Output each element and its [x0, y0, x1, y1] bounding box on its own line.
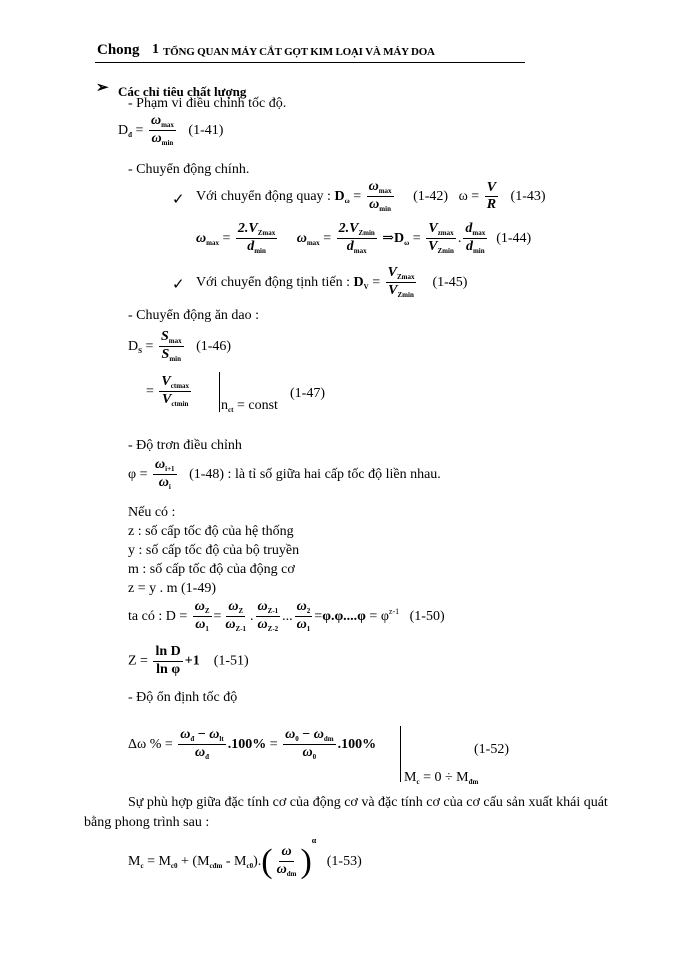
equation-1-41: $D_đ$ = $\frac{\omega_{max}}{\omega_{min}}$ (1-41) — [118, 113, 224, 148]
equation-1-53: $M_c = M_{c0} + (M_{cđm} - M_{c0})$.( $\frac{\omega}{\omega_{dm}}$ )$^\alpha$ (1-53) — [128, 836, 362, 880]
equation-1-48: φ = $\frac{\omega_{i+1}}{\omega_i}$ (1-48) : là tỉ số giữa hai cấp tốc độ liền nhau. — [128, 457, 441, 492]
line-stability: - Độ ổn định tốc độ — [128, 690, 238, 705]
equation-1-46: $D_S$ = $\frac{S_{max}}{S_{min}}$ (1-46) — [128, 329, 232, 364]
check-icon: ✓ — [172, 277, 185, 293]
line-if: Nếu có : — [128, 505, 176, 520]
line-smoothness: - Độ trơn điều chỉnh — [128, 438, 242, 453]
paragraph-line-2: bằng phong trình sau : — [84, 815, 210, 830]
line-m-def: m : số cấp tốc độ của động cơ — [128, 562, 295, 577]
line-z-eq: z = y . m (1-49) — [128, 581, 216, 596]
mc-range: $M_c = 0 \div M_{đm}$ — [404, 770, 479, 786]
equation-1-45: Với chuyển động tịnh tiến : $D_V$ = $\frac{V_{Zmax}}{V_{Zmin}}$ (1-45) — [196, 265, 468, 300]
eq-ref-1-52: (1-52) — [474, 742, 509, 757]
eq-ref-1-47: (1-47) — [290, 386, 325, 401]
chapter-word: Chong — [97, 42, 140, 58]
section-title: Các chỉ tiêu chất lượng — [118, 84, 247, 99]
equation-1-47: = $\frac{V_{ctmax}}{V_{ctmin}}$ — [146, 374, 190, 409]
line-main-motion: - Chuyển động chính. — [128, 162, 250, 177]
chapter-number: 1 — [152, 42, 159, 57]
equation-1-51: Z = $\frac{\text{ln D}}{\text{ln φ}}$ +1 (1-51) — [128, 644, 249, 677]
chapter-title: TỔNG QUAN MÁY CẮT GỌT KIM LOẠI VÀ MÁY DOA — [163, 46, 435, 58]
chapter-header — [95, 42, 525, 63]
line-z-def: z : số cấp tốc độ của hệ thống — [128, 524, 294, 539]
condition-bar — [219, 372, 220, 412]
equation-1-44: $\omega_{max}$ = $\frac{2.V_{Zmax}}{d_{min}}$ $\omega_{max}$ = $\frac{2.V_{Zmin}}{d_{max}}$ $\Rightarrow D_\omega$ = $\frac{V_{zmax}}{V_{Zmin}}$ . $\frac{d_{max}}{d_{min}}$ (1-44) — [196, 221, 532, 256]
line-y-def: y : số cấp tốc độ của bộ truyền — [128, 543, 300, 558]
line-speed-range: - Phạm vi điều chỉnh tốc độ. — [128, 96, 287, 111]
condition-bar-2 — [400, 726, 401, 782]
bullet-arrow-icon: ➢ — [96, 80, 109, 96]
equation-1-52: Δω % = $\frac{\omega_đ - \omega_{lt}}{\omega_đ}$ .100% = $\frac{\omega_0 - \omega_{dm}}{\omega_0}$ .100% — [128, 727, 377, 762]
equation-1-42: Với chuyển động quay : $D_\omega$ = $\frac{\omega_{max}}{\omega_{min}}$ (1-42) ω = $\frac{V}{R}$ (1-43) — [196, 179, 546, 214]
paragraph-line-1: Sự phù hợp giữa đặc tính cơ của động cơ và đặc tính cơ của cơ cấu sản xuất khái quát — [128, 795, 608, 810]
check-icon: ✓ — [172, 192, 185, 208]
nct-const: $n_{ct}$ = const — [221, 398, 278, 414]
equation-1-50: ta có : D = $\frac{\omega_Z}{\omega_1}$ = $\frac{\omega_Z}{\omega_{Z-1}}$ . $\frac{\omega_{Z-1}}{\omega_{Z-2}}$ ... $\frac{\omega_2}{\omega_1}$ $=\varphi.\varphi....\varphi = \varphi^{z-1}$ (1-50) — [128, 599, 445, 634]
eq-ref-1-41: (1-41) — [188, 123, 224, 139]
line-feed: - Chuyển động ăn dao : — [128, 308, 260, 323]
